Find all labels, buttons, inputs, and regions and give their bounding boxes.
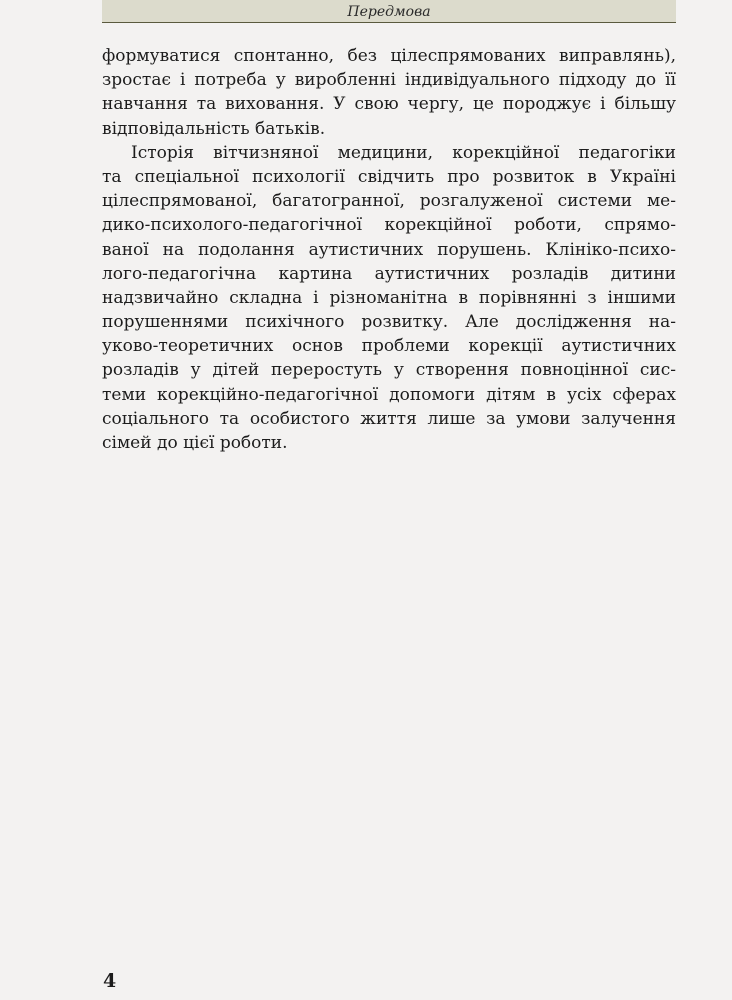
text-line: навчання та виховання. У свою чергу, це породжує і більшу bbox=[102, 94, 676, 115]
running-header bbox=[102, 0, 676, 23]
body-text bbox=[102, 44, 676, 455]
text-line: надзвичайно складна і різноманітна в порівнянні з іншими bbox=[102, 287, 676, 308]
text-line: лого-педагогічна картина аутистичних розладів дитини bbox=[102, 263, 676, 284]
running-header-title: Передмова bbox=[347, 4, 431, 20]
text-line: уково-теоретичних основ проблеми корекції аутистичних bbox=[102, 336, 676, 357]
text-line: порушеннями психічного розвитку. Але дослідження на- bbox=[102, 312, 676, 333]
page-number: 4 bbox=[103, 970, 117, 992]
text-line: ваної на подолання аутистичних порушень. Клініко-психо- bbox=[102, 239, 676, 260]
paragraph-continuation bbox=[102, 44, 676, 141]
paragraph-history bbox=[102, 141, 676, 455]
text-line: та спеціальної психології свідчить про розвиток в Україні bbox=[102, 166, 676, 187]
text-line: цілеспрямованої, багатогранної, розгалуженої системи ме- bbox=[102, 191, 676, 212]
text-line: розладів у дітей переростуть у створення повноцінної сис- bbox=[102, 360, 676, 381]
text-line: формуватися спонтанно, без цілеспрямованих виправлянь), bbox=[102, 46, 676, 66]
text-line: сімей до цієї роботи. bbox=[102, 433, 288, 453]
text-line: соціального та особистого життя лише за умови залучення bbox=[102, 408, 676, 429]
text-line: теми корекційно-педагогічної допомоги дітям в усіх сферах bbox=[102, 384, 676, 405]
text-line: зростає і потреба у виробленні індивідуального підходу до її bbox=[102, 70, 676, 91]
text-line: Історія вітчизняної медицини, корекційної педагогіки bbox=[131, 142, 676, 163]
text-line: дико-психолого-педагогічної корекційної роботи, спрямо- bbox=[102, 215, 676, 236]
text-line: відповідальність батьків. bbox=[102, 118, 326, 139]
